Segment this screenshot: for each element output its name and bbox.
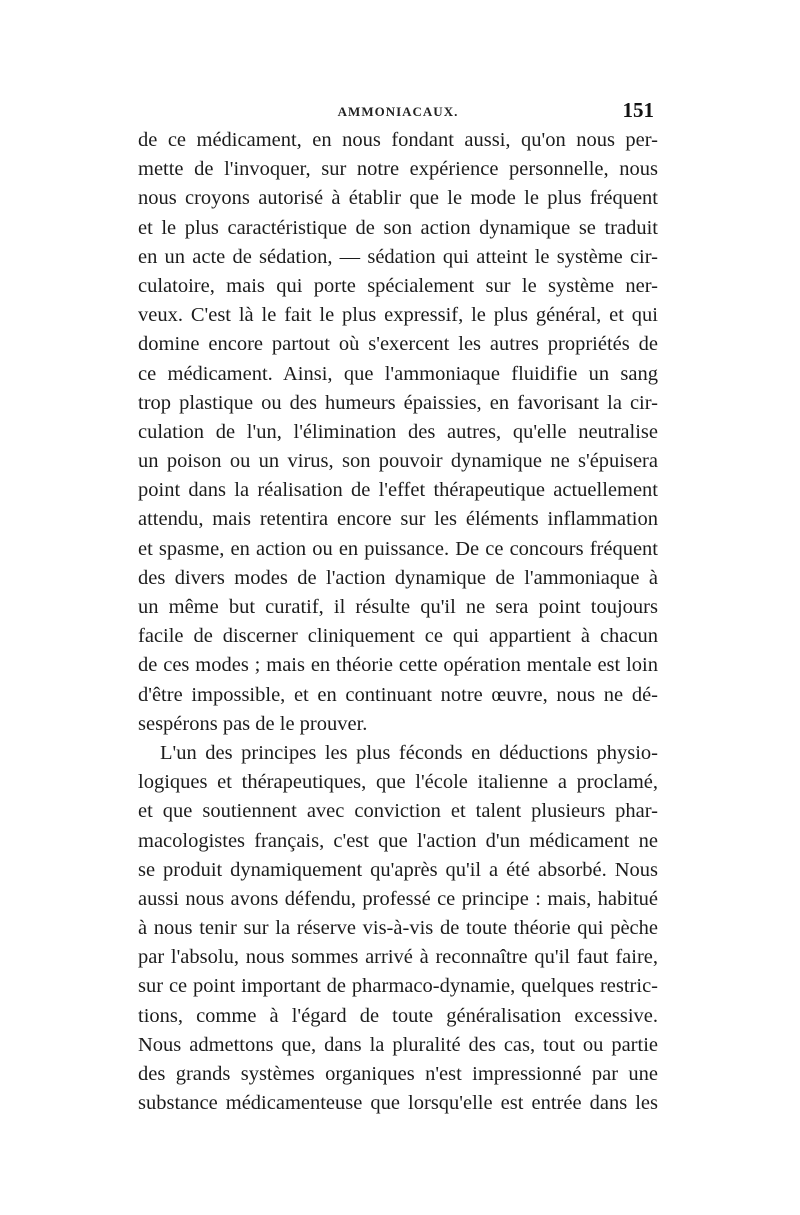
text-line: tions, comme à l'égard de toute généralisation excessive.	[138, 1004, 658, 1027]
text-line: culatoire, mais qui porte spécialement sur le système ner-	[138, 274, 658, 297]
text-line: un même but curatif, il résulte qu'il ne sera point toujours	[138, 596, 658, 618]
text-line: nous croyons autorisé à établir que le mode le plus fréquent	[138, 187, 658, 210]
text-line: ce médicament. Ainsi, que l'ammoniaque fluidifie un sang	[138, 362, 658, 385]
text-line: se produit dynamiquement qu'après qu'il a été absorbé. Nous	[138, 858, 658, 881]
text-line: logiques et thérapeutiques, que l'école italienne a proclamé,	[138, 771, 658, 794]
text-line: point dans la réalisation de l'effet thérapeutique actuellement	[138, 479, 658, 502]
text-line: mette de l'invoquer, sur notre expérience personnelle, nous	[138, 158, 658, 181]
text-line: culation de l'un, l'élimination des autres, qu'elle neutralise	[138, 420, 658, 443]
text-line: de ce médicament, en nous fondant aussi, qu'on nous per-	[138, 129, 658, 151]
text-line: veux. C'est là le fait le plus expressif, le plus général, et qui	[138, 304, 658, 327]
text-line: à nous tenir sur la réserve vis-à-vis de toute théorie qui pèche	[138, 917, 658, 940]
text-line: domine encore partout où s'exercent les autres propriétés de	[138, 333, 658, 356]
text-line: trop plastique ou des humeurs épaissies, en favorisant la cir-	[138, 391, 658, 414]
text-line: un poison ou un virus, son pouvoir dynamique ne s'épuisera	[138, 450, 658, 473]
text-line: d'être impossible, et en continuant notre œuvre, nous ne dé-	[138, 683, 658, 706]
paragraph-start-line: L'un des principes les plus féconds en déductions physio-	[160, 741, 658, 764]
text-line: substance médicamenteuse que lorsqu'elle est entrée dans les	[138, 1092, 658, 1115]
text-line: sur ce point important de pharmaco-dynamie, quelques restric-	[138, 975, 658, 998]
running-head	[138, 98, 658, 126]
body-text	[138, 126, 658, 1118]
text-line: Nous admettons que, dans la pluralité des cas, tout ou partie	[138, 1033, 658, 1056]
text-line: de ces modes ; mais en théorie cette opération mentale est loin	[138, 654, 658, 677]
text-line: et spasme, en action ou en puissance. De ce concours fréquent	[138, 537, 658, 560]
text-line: des divers modes de l'action dynamique de l'ammoniaque à	[138, 566, 658, 589]
page-number: 151	[622, 98, 654, 122]
text-line: macologistes français, c'est que l'action d'un médicament ne	[138, 829, 658, 852]
text-line: facile de discerner cliniquement ce qui appartient à chacun	[138, 625, 658, 648]
text-line: aussi nous avons défendu, professé ce principe : mais, habitué	[138, 887, 658, 910]
text-line: en un acte de sédation, — sédation qui atteint le système cir-	[138, 245, 658, 268]
text-line: et le plus caractéristique de son action dynamique se traduit	[138, 216, 658, 239]
text-line: des grands systèmes organiques n'est impressionné par une	[138, 1063, 658, 1085]
running-title: AMMONIACAUX.	[337, 104, 459, 119]
paragraph-end-line: sespérons pas de le prouver.	[138, 712, 368, 735]
text-line: attendu, mais retentira encore sur les éléments inflammation	[138, 508, 658, 531]
text-line: par l'absolu, nous sommes arrivé à reconnaître qu'il faut faire,	[138, 946, 658, 969]
text-line: et que soutiennent avec conviction et talent plusieurs phar-	[138, 800, 658, 823]
